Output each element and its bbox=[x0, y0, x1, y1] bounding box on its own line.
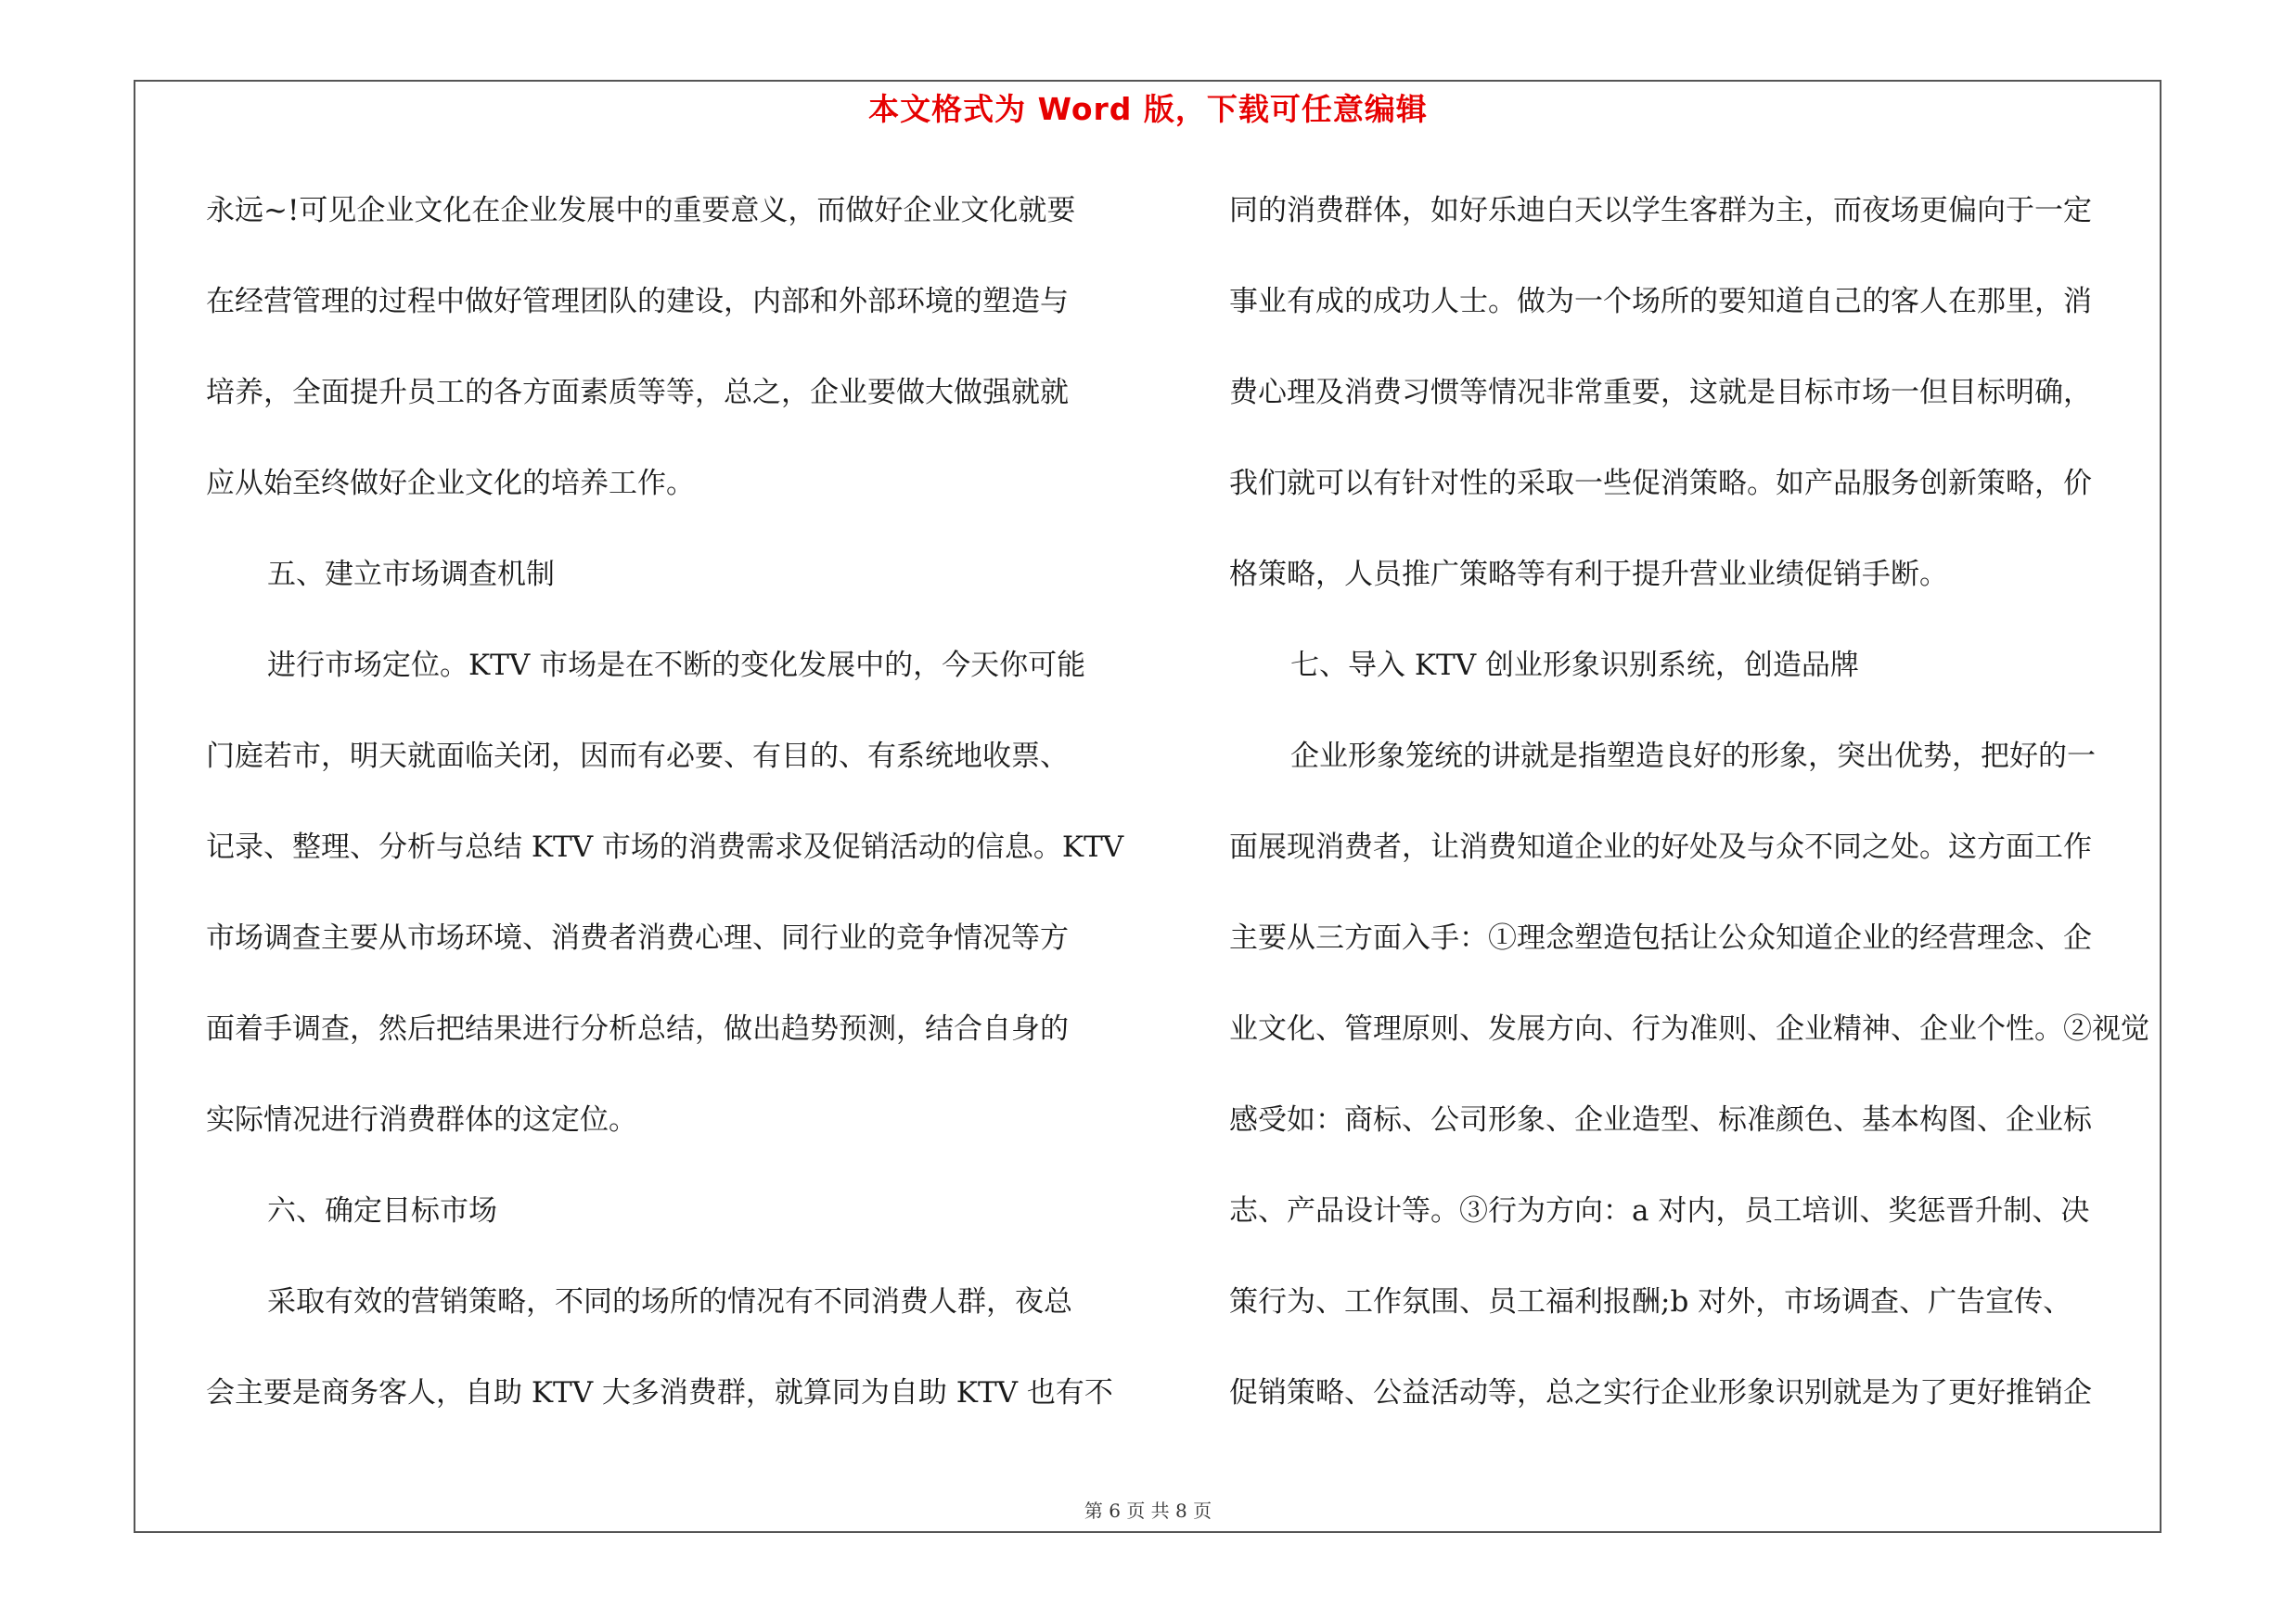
text-line: 记录、整理、分析与总结 KTV 市场的消费需求及促销活动的信息。KTV bbox=[206, 831, 1124, 864]
text-line: 面着手调查，然后把结果进行分析总结，做出趋势预测，结合自身的 bbox=[206, 1012, 1069, 1046]
page-banner: 本文格式为 Word 版，下载可任意编辑 bbox=[868, 91, 1428, 127]
text-line: 门庭若市，明天就面临关闭，因而有必要、有目的、有系统地收票、 bbox=[206, 740, 1069, 773]
text-line: 格策略，人员推广策略等有利于提升营业业绩促销手断。 bbox=[1229, 558, 1948, 591]
text-line: 采取有效的营销策略，不同的场所的情况有不同消费人群，夜总 bbox=[267, 1285, 1072, 1319]
text-line: 在经营管理的过程中做好管理团队的建设，内部和外部环境的塑造与 bbox=[206, 285, 1069, 318]
page-footer: 第 6 页 共 8 页 bbox=[1084, 1500, 1212, 1522]
text-line: 七、导入 KTV 创业形象识别系统，创造品牌 bbox=[1290, 649, 1859, 682]
text-line: 策行为、工作氛围、员工福利报酬;b 对外，市场调查、广告宣传、 bbox=[1229, 1285, 2072, 1319]
text-line: 志、产品设计等。③行为方向：a 对内，员工培训、奖惩晋升制、决 bbox=[1229, 1194, 2090, 1228]
text-line: 永远~!可见企业文化在企业发展中的重要意义，而做好企业文化就要 bbox=[206, 194, 1076, 227]
text-line: 面展现消费者，让消费知道企业的好处及与众不同之处。这方面工作 bbox=[1229, 831, 2092, 864]
text-line: 市场调查主要从市场环境、消费者消费心理、同行业的竞争情况等方 bbox=[206, 921, 1069, 955]
text-line: 应从始至终做好企业文化的培养工作。 bbox=[206, 467, 695, 500]
text-line: 六、确定目标市场 bbox=[267, 1194, 497, 1228]
text-line: 会主要是商务客人，自助 KTV 大多消费群，就算同为自助 KTV 也有不 bbox=[206, 1376, 1113, 1410]
text-line: 业文化、管理原则、发展方向、行为准则、企业精神、企业个性。②视觉 bbox=[1229, 1012, 2149, 1046]
text-line: 实际情况进行消费群体的这定位。 bbox=[206, 1103, 637, 1137]
text-line: 主要从三方面入手：①理念塑造包括让公众知道企业的经营理念、企 bbox=[1229, 921, 2092, 955]
text-line: 五、建立市场调查机制 bbox=[267, 558, 555, 591]
text-line: 我们就可以有针对性的采取一些促消策略。如产品服务创新策略，价 bbox=[1229, 467, 2092, 500]
right-text-column bbox=[1229, 182, 2155, 1455]
text-line: 进行市场定位。KTV 市场是在不断的变化发展中的，今天你可能 bbox=[267, 649, 1086, 682]
text-line: 培养，全面提升员工的各方面素质等等，总之，企业要做大做强就就 bbox=[206, 376, 1069, 409]
left-text-column bbox=[206, 182, 1124, 1455]
text-line: 企业形象笼统的讲就是指塑造良好的形象，突出优势，把好的一 bbox=[1290, 740, 2096, 773]
text-line: 事业有成的成功人士。做为一个场所的要知道自己的客人在那里，消 bbox=[1229, 285, 2092, 318]
text-line: 感受如：商标、公司形象、企业造型、标准颜色、基本构图、企业标 bbox=[1229, 1103, 2092, 1137]
text-line: 促销策略、公益活动等，总之实行企业形象识别就是为了更好推销企 bbox=[1229, 1376, 2092, 1410]
text-line: 费心理及消费习惯等情况非常重要，这就是目标市场一但目标明确， bbox=[1229, 376, 2092, 409]
text-line: 同的消费群体，如好乐迪白天以学生客群为主，而夜场更偏向于一定 bbox=[1229, 194, 2092, 227]
